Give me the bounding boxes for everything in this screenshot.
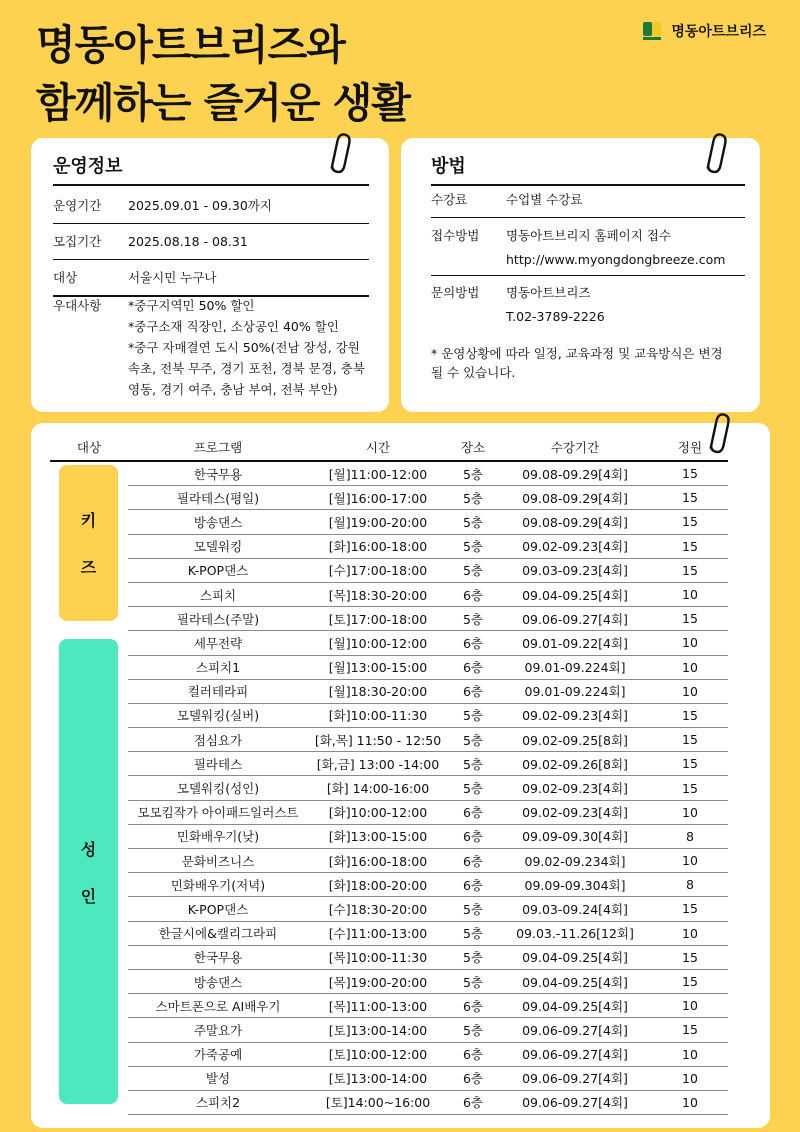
table-row: [50, 752, 728, 776]
table-row: [50, 486, 728, 510]
time-cell: [화,목] 11:50 - 12:50: [308, 728, 448, 752]
time-cell: [월]18:30-20:00: [308, 679, 448, 703]
time-cell: [화]10:00-11:30: [308, 703, 448, 727]
capacity-cell: 10: [652, 1090, 728, 1114]
method-title: 방법: [431, 156, 466, 177]
program-cell: 스피치1: [128, 655, 308, 679]
place-cell: 6층: [448, 631, 498, 655]
group-cell: [50, 534, 128, 558]
program-cell: 모델워킹: [128, 534, 308, 558]
period-cell: 09.06-09.27[4회]: [498, 607, 652, 631]
info-row: [53, 188, 369, 224]
time-cell: [화] 14:00-16:00: [308, 776, 448, 800]
table-row: [50, 631, 728, 655]
info-row-value: 2025.08.18 - 08.31: [128, 233, 248, 249]
group-cell: [50, 776, 128, 800]
capacity-cell: 15: [652, 752, 728, 776]
place-cell: 5층: [448, 728, 498, 752]
time-cell: [목]10:00-11:30: [308, 945, 448, 969]
period-cell: 09.04-09.25[4회]: [498, 969, 652, 993]
program-cell: 가죽공예: [128, 1042, 308, 1066]
group-cell: [50, 461, 128, 486]
program-cell: 스마트폰으로 AI배우기: [128, 994, 308, 1018]
time-cell: [월]13:00-15:00: [308, 655, 448, 679]
capacity-cell: 15: [652, 461, 728, 486]
apply-value: 명동아트브리지 홈페이지 접수: [506, 228, 671, 243]
brand-logo: [641, 20, 766, 42]
capacity-cell: 8: [652, 873, 728, 897]
table-row: [50, 510, 728, 534]
capacity-cell: 10: [652, 800, 728, 824]
period-cell: 09.02-09.23[4회]: [498, 534, 652, 558]
program-cell: 발성: [128, 1066, 308, 1090]
program-cell: 한글시에&캘리그라피: [128, 921, 308, 945]
program-cell: 민화배우기(저녁): [128, 873, 308, 897]
table-row: [50, 897, 728, 921]
info-row: [53, 224, 369, 260]
period-cell: 09.09-09.30[4회]: [498, 824, 652, 848]
period-cell: 09.04-09.25[4회]: [498, 582, 652, 606]
period-cell: 09.02-09.23[4회]: [498, 776, 652, 800]
fee-label: 수강료: [431, 192, 468, 207]
table-row: [50, 582, 728, 606]
group-cell: [50, 655, 128, 679]
paperclip-icon: [703, 130, 729, 176]
period-cell: 09.04-09.25[4회]: [498, 945, 652, 969]
col-capacity: 정원: [652, 434, 728, 461]
group-cell: [50, 921, 128, 945]
place-cell: 5층: [448, 703, 498, 727]
benefit-item: *중구지역민 50% 할인: [128, 298, 255, 313]
group-label-char: 즈: [80, 558, 97, 577]
capacity-cell: 10: [652, 631, 728, 655]
capacity-cell: 10: [652, 994, 728, 1018]
benefit-row: [53, 295, 371, 400]
table-row: [50, 776, 728, 800]
period-cell: 09.08-09.29[4회]: [498, 510, 652, 534]
program-cell: 스피치: [128, 582, 308, 606]
group-cell: [50, 679, 128, 703]
benefit-label: 우대사항: [53, 298, 102, 313]
program-cell: 방송댄스: [128, 510, 308, 534]
table-row: [50, 800, 728, 824]
time-cell: [월]16:00-17:00: [308, 486, 448, 510]
program-cell: 방송댄스: [128, 969, 308, 993]
col-period: 수강기간: [498, 434, 652, 461]
benefit-item: *중구소재 직장인, 소상공인 40% 할인: [128, 319, 339, 334]
paperclip-icon: [327, 130, 353, 176]
place-cell: 6층: [448, 679, 498, 703]
capacity-cell: 10: [652, 582, 728, 606]
period-cell: 09.01-09.22[4회]: [498, 631, 652, 655]
info-rows: [53, 188, 369, 297]
period-cell: 09.01-09.224회]: [498, 679, 652, 703]
group-cell: [50, 873, 128, 897]
col-program: 프로그램: [128, 434, 308, 461]
title-line-2: 함께하는 즐거운 생활: [36, 79, 411, 127]
capacity-cell: 15: [652, 607, 728, 631]
group-cell: [50, 1066, 128, 1090]
place-cell: 5층: [448, 607, 498, 631]
logo-text: 명동아트브리즈: [671, 24, 766, 40]
program-cell: 문화비즈니스: [128, 849, 308, 873]
period-cell: 09.06-09.27[4회]: [498, 1018, 652, 1042]
table-row: [50, 1066, 728, 1090]
fee-value: 수업별 수강료: [506, 192, 583, 207]
info-row: [53, 260, 369, 297]
group-cell: [50, 800, 128, 824]
program-cell: 한국무용: [128, 945, 308, 969]
table-row: [50, 921, 728, 945]
table-row: [50, 824, 728, 848]
place-cell: 5층: [448, 534, 498, 558]
table-row: [50, 1018, 728, 1042]
place-cell: 6층: [448, 873, 498, 897]
program-cell: 모델워킹(실버): [128, 703, 308, 727]
program-cell: 필라테스(주말): [128, 607, 308, 631]
program-cell: 한국무용: [128, 461, 308, 486]
program-cell: 필라테스: [128, 752, 308, 776]
place-cell: 6층: [448, 1090, 498, 1114]
group-cell: [50, 1090, 128, 1114]
group-cell: [50, 824, 128, 848]
group-cell: [50, 849, 128, 873]
table-row: [50, 1090, 728, 1114]
time-cell: [수]11:00-13:00: [308, 921, 448, 945]
group-cell: [50, 486, 128, 510]
schedule-body: [50, 461, 728, 1115]
benefit-item: *중구 자매결연 도시 50%(전남 장성, 강원 속초, 전북 무주, 경기 포천, 경북 문경, 충북 영동, 경기 여주, 충남 부여, 전북 부안): [128, 340, 365, 397]
program-cell: 필라테스(평일): [128, 486, 308, 510]
page-title: [36, 16, 410, 132]
group-cell: [50, 969, 128, 993]
table-row: [50, 534, 728, 558]
contact-name: 명동아트브리즈: [506, 285, 591, 300]
group-cell: [50, 510, 128, 534]
program-cell: K-POP댄스: [128, 558, 308, 582]
place-cell: 5층: [448, 945, 498, 969]
capacity-cell: 15: [652, 486, 728, 510]
place-cell: 5층: [448, 969, 498, 993]
info-row-value: 서울시민 누구나: [128, 269, 217, 285]
info-row-label: 대상: [53, 269, 78, 285]
period-cell: 09.08-09.29[4회]: [498, 486, 652, 510]
program-cell: 세무전략: [128, 631, 308, 655]
table-row: [50, 969, 728, 993]
time-cell: [화]10:00-12:00: [308, 800, 448, 824]
place-cell: 6층: [448, 800, 498, 824]
contact-phone[interactable]: T.02-3789-2226: [506, 309, 605, 324]
place-cell: 5층: [448, 752, 498, 776]
group-cell: [50, 703, 128, 727]
capacity-cell: 15: [652, 703, 728, 727]
table-row: [50, 558, 728, 582]
time-cell: [월]11:00-12:00: [308, 461, 448, 486]
benefit-list: [128, 295, 371, 400]
time-cell: [월]10:00-12:00: [308, 631, 448, 655]
period-cell: 09.02-09.23[4회]: [498, 800, 652, 824]
place-cell: 6층: [448, 655, 498, 679]
table-row: [50, 728, 728, 752]
period-cell: 09.09-09.304회]: [498, 873, 652, 897]
place-cell: 5층: [448, 897, 498, 921]
time-cell: [화]16:00-18:00: [308, 534, 448, 558]
group-cell: [50, 631, 128, 655]
program-cell: 민화배우기(낮): [128, 824, 308, 848]
col-target: 대상: [50, 434, 128, 461]
place-cell: 5층: [448, 776, 498, 800]
period-cell: 09.06-09.27[4회]: [498, 1042, 652, 1066]
logo-icon: [641, 20, 663, 42]
capacity-cell: 15: [652, 897, 728, 921]
group-cell: [50, 728, 128, 752]
info-card: [31, 138, 389, 412]
period-cell: 09.02-09.234회]: [498, 849, 652, 873]
period-cell: 09.02-09.23[4회]: [498, 703, 652, 727]
program-cell: 주말요가: [128, 1018, 308, 1042]
capacity-cell: 15: [652, 510, 728, 534]
paperclip-icon: [706, 410, 732, 456]
table-row: [50, 607, 728, 631]
period-cell: 09.04-09.25[4회]: [498, 994, 652, 1018]
capacity-cell: 10: [652, 679, 728, 703]
table-row: [50, 703, 728, 727]
notice-text: * 운영상황에 따라 일정, 교육과정 및 교육방식은 변경될 수 있습니다.: [431, 346, 723, 380]
group-cell: [50, 1018, 128, 1042]
group-label-char: 인: [80, 886, 97, 906]
group-cell: [50, 752, 128, 776]
program-cell: 모모킴작가 아이패드일러스트: [128, 800, 308, 824]
period-cell: 09.01-09.224회]: [498, 655, 652, 679]
program-cell: 점심요가: [128, 728, 308, 752]
period-cell: 09.03.-11.26[12회]: [498, 921, 652, 945]
period-cell: 09.06-09.27[4회]: [498, 1090, 652, 1114]
table-row: [50, 945, 728, 969]
place-cell: 5층: [448, 558, 498, 582]
group-label-char: 성: [80, 839, 97, 859]
time-cell: [토]13:00-14:00: [308, 1018, 448, 1042]
place-cell: 6층: [448, 1066, 498, 1090]
group-cell: [50, 607, 128, 631]
table-row: [50, 461, 728, 486]
capacity-cell: 15: [652, 969, 728, 993]
period-cell: 09.06-09.27[4회]: [498, 1066, 652, 1090]
place-cell: 6층: [448, 1042, 498, 1066]
period-cell: 09.03-09.23[4회]: [498, 558, 652, 582]
table-row: [50, 873, 728, 897]
program-cell: 스피치2: [128, 1090, 308, 1114]
time-cell: [월]19:00-20:00: [308, 510, 448, 534]
period-cell: 09.03-09.24[4회]: [498, 897, 652, 921]
table-row: [50, 1042, 728, 1066]
group-cell: [50, 945, 128, 969]
schedule-table: [50, 434, 728, 1115]
group-cell: [50, 1042, 128, 1066]
time-cell: [목]18:30-20:00: [308, 582, 448, 606]
time-cell: [토]17:00-18:00: [308, 607, 448, 631]
time-cell: [토]10:00-12:00: [308, 1042, 448, 1066]
place-cell: 5층: [448, 1018, 498, 1042]
info-row-value: 2025.09.01 - 09.30까지: [128, 197, 272, 213]
capacity-cell: 15: [652, 776, 728, 800]
info-row-label: 모집기간: [53, 233, 102, 249]
group-cell: [50, 558, 128, 582]
place-cell: 6층: [448, 994, 498, 1018]
col-place: 장소: [448, 434, 498, 461]
time-cell: [화,금] 13:00 -14:00: [308, 752, 448, 776]
fee-row: [431, 190, 745, 210]
table-row: [50, 994, 728, 1018]
apply-label: 접수방법: [431, 228, 480, 243]
col-time: 시간: [308, 434, 448, 461]
group-cell: [50, 897, 128, 921]
capacity-cell: 8: [652, 824, 728, 848]
period-cell: 09.08-09.29[4회]: [498, 461, 652, 486]
time-cell: [화]16:00-18:00: [308, 849, 448, 873]
group-label-char: 키: [80, 511, 97, 530]
place-cell: 6층: [448, 824, 498, 848]
contact-row: [431, 281, 745, 329]
time-cell: [토]14:00~16:00: [308, 1090, 448, 1114]
apply-row: [431, 224, 751, 272]
time-cell: [목]19:00-20:00: [308, 969, 448, 993]
time-cell: [화]13:00-15:00: [308, 824, 448, 848]
group-cell: [50, 582, 128, 606]
place-cell: 5층: [448, 461, 498, 486]
title-line-1: 명동아트브리즈와: [36, 21, 345, 69]
time-cell: [수]17:00-18:00: [308, 558, 448, 582]
time-cell: [토]13:00-14:00: [308, 1066, 448, 1090]
place-cell: 5층: [448, 510, 498, 534]
program-cell: 컬러테라피: [128, 679, 308, 703]
capacity-cell: 15: [652, 728, 728, 752]
place-cell: 5층: [448, 486, 498, 510]
table-row: [50, 679, 728, 703]
program-cell: K-POP댄스: [128, 897, 308, 921]
table-header-row: [50, 434, 728, 461]
method-card: [401, 138, 760, 412]
period-cell: 09.02-09.26[8회]: [498, 752, 652, 776]
capacity-cell: 10: [652, 1066, 728, 1090]
place-cell: 6층: [448, 849, 498, 873]
period-cell: 09.02-09.25[8회]: [498, 728, 652, 752]
info-title: 운영정보: [53, 156, 123, 177]
website-link[interactable]: http://www.myongdongbreeze.com: [506, 252, 726, 267]
capacity-cell: 15: [652, 945, 728, 969]
table-row: [50, 655, 728, 679]
time-cell: [목]11:00-13:00: [308, 994, 448, 1018]
place-cell: 6층: [448, 582, 498, 606]
capacity-cell: 15: [652, 534, 728, 558]
table-row: [50, 849, 728, 873]
capacity-cell: 10: [652, 655, 728, 679]
group-cell: [50, 994, 128, 1018]
info-row-label: 운영기간: [53, 197, 102, 213]
contact-label: 문의방법: [431, 285, 480, 300]
capacity-cell: 15: [652, 558, 728, 582]
capacity-cell: 15: [652, 1018, 728, 1042]
time-cell: [수]18:30-20:00: [308, 897, 448, 921]
capacity-cell: 10: [652, 849, 728, 873]
time-cell: [화]18:00-20:00: [308, 873, 448, 897]
capacity-cell: 10: [652, 1042, 728, 1066]
program-cell: 모델워킹(성인): [128, 776, 308, 800]
capacity-cell: 10: [652, 921, 728, 945]
place-cell: 5층: [448, 921, 498, 945]
